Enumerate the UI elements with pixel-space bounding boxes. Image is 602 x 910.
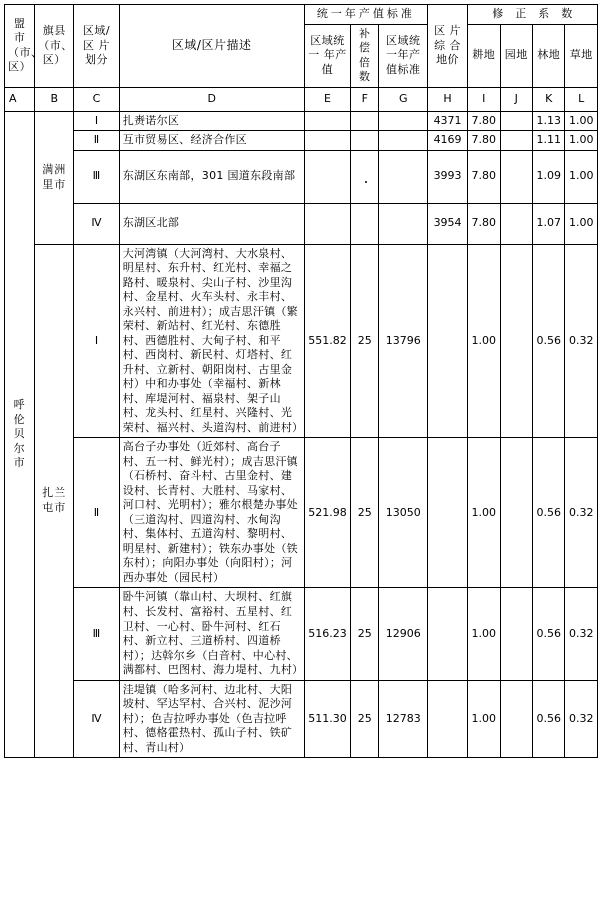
dot-mark <box>365 181 367 183</box>
cell-price <box>428 438 468 588</box>
cell-price: 3954 <box>428 203 468 244</box>
header-unified-standard: 统一年产值标准 <box>304 5 427 25</box>
cell-value-std: 13050 <box>379 438 428 588</box>
header-unified-annual-output: 区域统一 年产值 <box>304 24 351 87</box>
cell-grass: 0.32 <box>565 588 598 680</box>
cell-garden <box>500 203 532 244</box>
cell-multiple: 25 <box>351 680 379 758</box>
col-letter-d: D <box>119 87 304 111</box>
cell-zone: Ⅲ <box>74 150 119 203</box>
cell-price <box>428 588 468 680</box>
header-forest-land: 林地 <box>532 24 564 87</box>
cell-price <box>428 680 468 758</box>
cell-output: 516.23 <box>304 588 351 680</box>
header-correction-factors: 修 正 系 数 <box>468 5 598 25</box>
cell-output <box>304 203 351 244</box>
header-zone-desc: 区域/区片描述 <box>119 5 304 88</box>
cell-output: 521.98 <box>304 438 351 588</box>
table-row <box>5 588 598 680</box>
col-letter-k: K <box>532 87 564 111</box>
cell-value-std <box>379 111 428 131</box>
header-compensation-multiple: 补偿 倍数 <box>351 24 379 87</box>
header-comprehensive-price: 区 片 综 合 地价 <box>428 5 468 88</box>
table-row <box>5 438 598 588</box>
header-grass-land: 草地 <box>565 24 598 87</box>
cell-garden <box>500 150 532 203</box>
cell-value-std <box>379 150 428 203</box>
cell-zone-desc: 东湖区东南部，301 国道东段南部 <box>119 150 304 203</box>
col-letter-i: I <box>468 87 500 111</box>
col-letter-j: J <box>500 87 532 111</box>
cell-price: 4371 <box>428 111 468 131</box>
cell-zone-desc: 扎赉诺尔区 <box>119 111 304 131</box>
header-garden-land: 园地 <box>500 24 532 87</box>
column-letter-row <box>5 87 598 111</box>
cell-league-city: 呼伦贝尔市 <box>5 111 35 758</box>
cell-forest: 1.07 <box>532 203 564 244</box>
cell-output <box>304 150 351 203</box>
header-zone-division: 区域/区 片划分 <box>74 5 119 88</box>
cell-multiple: 25 <box>351 244 379 438</box>
cell-price: 4169 <box>428 131 468 151</box>
col-letter-f: F <box>351 87 379 111</box>
cell-zone: Ⅳ <box>74 680 119 758</box>
cell-cultivated: 1.00 <box>468 588 500 680</box>
cell-forest: 0.56 <box>532 588 564 680</box>
cell-zone-desc: 互市贸易区、经济合作区 <box>119 131 304 151</box>
header-row-1 <box>5 5 598 25</box>
col-letter-b: B <box>35 87 74 111</box>
cell-price: 3993 <box>428 150 468 203</box>
col-letter-h: H <box>428 87 468 111</box>
col-letter-g: G <box>379 87 428 111</box>
land-price-table <box>4 4 598 758</box>
header-cultivated-land: 耕地 <box>468 24 500 87</box>
table-row <box>5 244 598 438</box>
cell-multiple <box>351 131 379 151</box>
cell-value-std: 12906 <box>379 588 428 680</box>
col-letter-c: C <box>74 87 119 111</box>
cell-forest: 1.11 <box>532 131 564 151</box>
col-letter-l: L <box>565 87 598 111</box>
cell-grass: 0.32 <box>565 680 598 758</box>
cell-multiple <box>351 150 379 203</box>
cell-price <box>428 244 468 438</box>
cell-cultivated: 7.80 <box>468 150 500 203</box>
cell-garden <box>500 131 532 151</box>
cell-zone: Ⅳ <box>74 203 119 244</box>
cell-zone: Ⅲ <box>74 588 119 680</box>
header-unified-annual-value-standard: 区域统 一年产 值标准 <box>379 24 428 87</box>
cell-garden <box>500 438 532 588</box>
table-row <box>5 203 598 244</box>
cell-zone-desc: 卧牛河镇（靠山村、大坝村、红旗村、长发村、富裕村、五星村、红卫村、一心村、卧牛河村、红石村、新立村、三道桥村、四道桥村）；达斡尔乡（白音村、中心村、满都村、巴图村、海力堤村、九村） <box>119 588 304 680</box>
cell-zone-desc: 高台子办事处（近郊村、高台子村、五一村、鲜光村）；成吉思汗镇（石桥村、奋斗村、古里金村、建设村、长青村、大胜村、马家村、河口村、光明村）；雅尔根楚办事处（三道沟村、四道沟村、水甸沟村、集体村、五道沟村、黎明村、明星村、新建村）；铁东办事处（铁东村）；向阳办事处（向阳村）；河西办事处（园民村） <box>119 438 304 588</box>
cell-output: 551.82 <box>304 244 351 438</box>
cell-cultivated: 7.80 <box>468 203 500 244</box>
cell-cultivated: 1.00 <box>468 438 500 588</box>
cell-zone: Ⅱ <box>74 438 119 588</box>
cell-output: 511.30 <box>304 680 351 758</box>
cell-forest: 1.13 <box>532 111 564 131</box>
table-row <box>5 111 598 131</box>
table-row <box>5 131 598 151</box>
cell-zone-desc: 洼堤镇（哈多河村、边北村、大阳坡村、罕达罕村、合兴村、泥沙河村）；色吉拉呼办事处（色吉拉呼村、德格霍热村、孤山子村、铁矿村、青山村） <box>119 680 304 758</box>
cell-zone: Ⅰ <box>74 244 119 438</box>
cell-cultivated: 7.80 <box>468 111 500 131</box>
cell-forest: 0.56 <box>532 244 564 438</box>
cell-multiple: 25 <box>351 588 379 680</box>
cell-grass: 1.00 <box>565 131 598 151</box>
cell-value-std <box>379 203 428 244</box>
cell-value-std <box>379 131 428 151</box>
col-letter-a: A <box>5 87 35 111</box>
cell-garden <box>500 244 532 438</box>
header-league-city: 盟 市（市、区） <box>5 5 35 88</box>
cell-zone: Ⅰ <box>74 111 119 131</box>
cell-banner-county: 扎兰屯市 <box>35 244 74 758</box>
cell-multiple <box>351 111 379 131</box>
cell-grass: 1.00 <box>565 111 598 131</box>
cell-forest: 1.09 <box>532 150 564 203</box>
cell-cultivated: 1.00 <box>468 680 500 758</box>
cell-value-std: 13796 <box>379 244 428 438</box>
cell-garden <box>500 588 532 680</box>
cell-multiple: 25 <box>351 438 379 588</box>
cell-output <box>304 131 351 151</box>
col-letter-e: E <box>304 87 351 111</box>
cell-zone: Ⅱ <box>74 131 119 151</box>
table-row <box>5 150 598 203</box>
cell-grass: 0.32 <box>565 244 598 438</box>
cell-forest: 0.56 <box>532 438 564 588</box>
cell-garden <box>500 680 532 758</box>
table-row <box>5 680 598 758</box>
cell-banner-county: 满洲里市 <box>35 111 74 244</box>
cell-forest: 0.56 <box>532 680 564 758</box>
cell-grass: 1.00 <box>565 203 598 244</box>
cell-zone-desc: 东湖区北部 <box>119 203 304 244</box>
cell-output <box>304 111 351 131</box>
cell-multiple <box>351 203 379 244</box>
cell-garden <box>500 111 532 131</box>
cell-grass: 1.00 <box>565 150 598 203</box>
cell-value-std: 12783 <box>379 680 428 758</box>
header-banner-county: 旗县（市、区） <box>35 5 74 88</box>
cell-grass: 0.32 <box>565 438 598 588</box>
cell-cultivated: 1.00 <box>468 244 500 438</box>
cell-zone-desc: 大河湾镇（大河湾村、大水泉村、明星村、东升村、红光村、幸福之路村、暖泉村、尖山子村、沙里沟村、金星村、火车头村、永丰村、永兴村、前进村）；成吉思汗镇（繁荣村、新站村、红光村、东德胜村、西德胜村、大甸子村、和平村、西岗村、新民村、灯塔村、红升村、立新村、朝阳岗村、古里金村）中和办事处（幸福村、新林村、库堤河村、福泉村、架子山村、龙头村、红星村、兴隆村、光荣村、福兴村、头道沟村、前进村） <box>119 244 304 438</box>
cell-cultivated: 7.80 <box>468 131 500 151</box>
